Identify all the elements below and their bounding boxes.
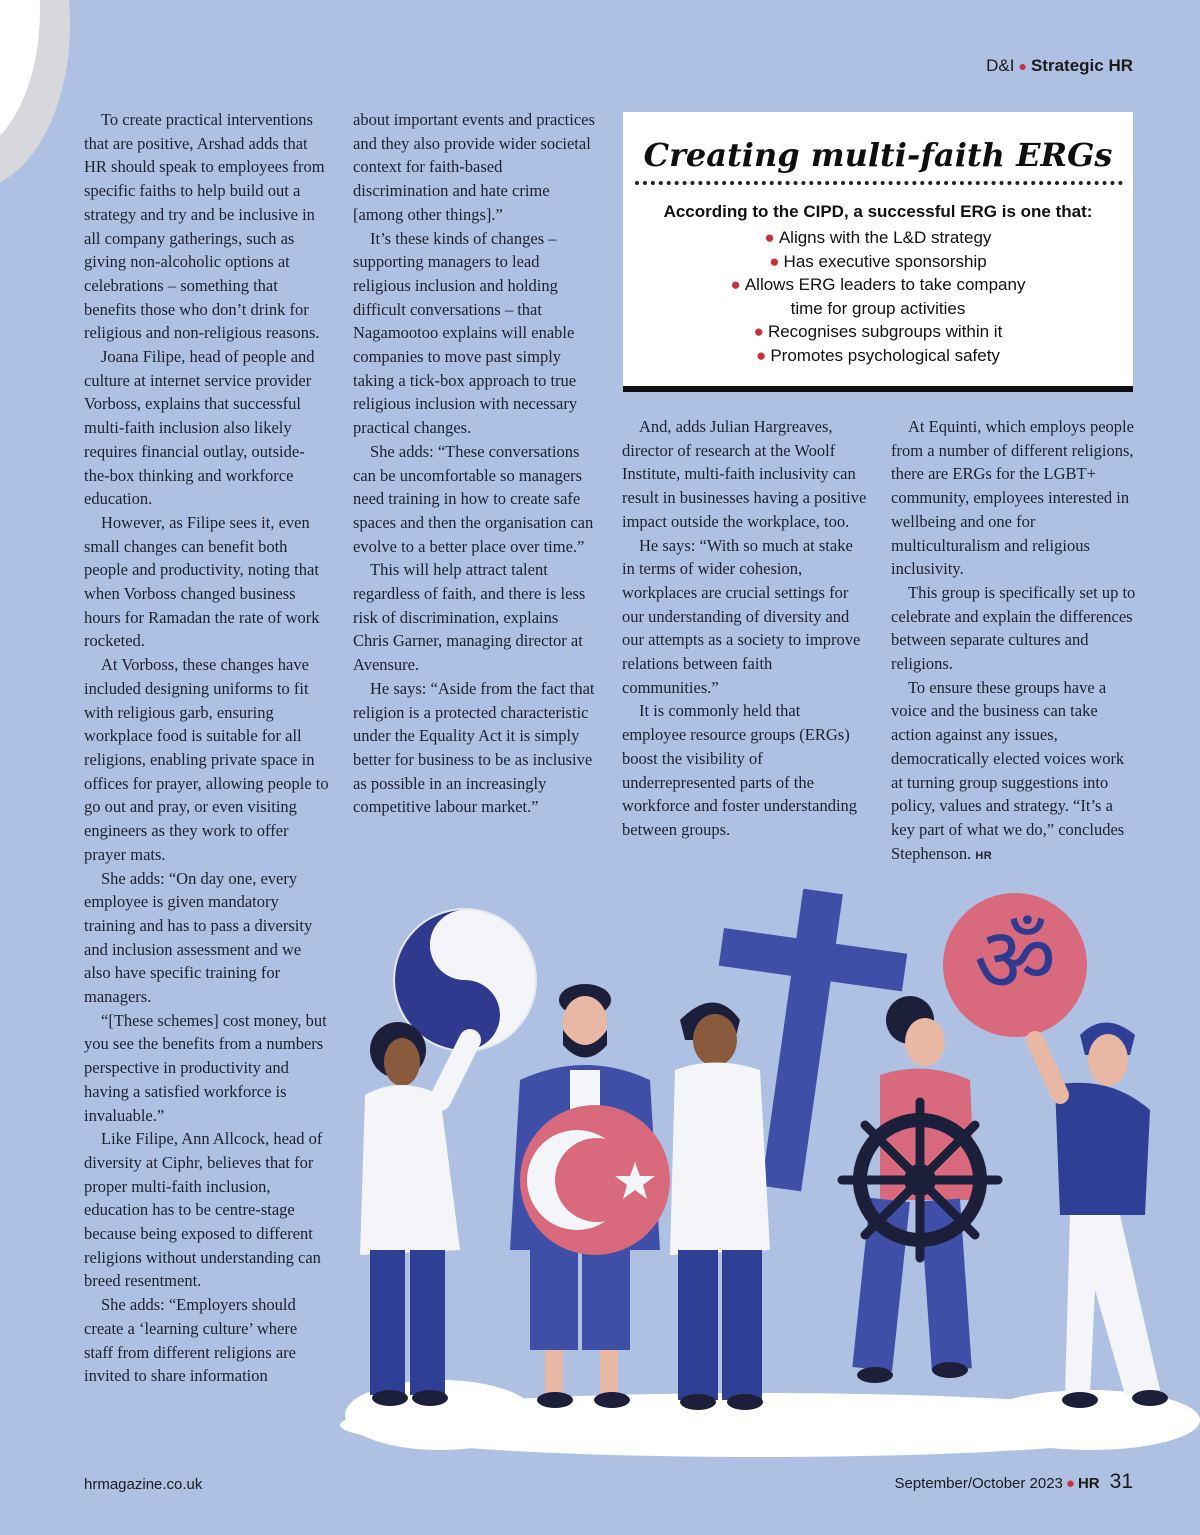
paragraph: To create practical interventions that are positive, Arshad adds that HR should speak to employees from specific faiths to help build out a strategy and try and be inclusive in all company gatherings, such as giving non-alcoholic options at celebrations – something that benefits those who don’t drink for religious and non-religious reasons. [84, 110, 325, 343]
paragraph: This group is specifically set up to celebrate and explain the differences between separate cultures and religions. [891, 582, 1136, 674]
paragraph: She adds: “These conversations can be uncomfortable so managers need training in how to create safe spaces and then the organisation can evolve to a better place over time.” [353, 441, 594, 556]
end-mark: HR [975, 849, 993, 862]
paragraph: It is commonly held that employee resource groups (ERGs) boost the visibility of underrepresented parts of the workforce and foster understanding between groups. [622, 701, 858, 839]
article-column-1 [84, 108, 329, 1388]
list-item-text: Promotes psychological safety [770, 345, 1000, 365]
paragraph: It’s these kinds of changes – supporting managers to lead religious inclusion and holding difficult conversations – that Nagamootoo explains will enable companies to move past simply taking a tick-box approach to true religious inclusion with necessary practical changes. [353, 228, 578, 438]
section-label: D&I [986, 56, 1015, 75]
bullet-dot: ● [730, 275, 741, 295]
paragraph: At Equinti, which employs people from a number of different religions, there are ERGs for the LGBT+ community, employees interested in wellbeing and one for multiculturalism and religious inclusivity. [891, 417, 1134, 579]
paragraph: He says: “With so much at stake in terms of wider cohesion, workplaces are crucial settings for our understanding of diversity and our attempts as a society to improve relations between faith communities.” [622, 535, 861, 697]
crescent-star-icon [520, 1105, 670, 1255]
paragraph: She adds: “On day one, every employee is given mandatory training and has to pass a diversity and inclusion assessment and we also have specific training for managers. [84, 868, 313, 1007]
paragraph: However, as Filipe sees it, even small changes can benefit both people and productivity, noting that when Vorboss changed business hours for Ramadan the rate of work rocketed. [84, 512, 320, 651]
bullet-dot: ● [756, 345, 767, 365]
paragraph: Like Filipe, Ann Allcock, head of diversity at Ciphr, believes that for proper multi-faith inclusion, education has to be centre-stage because being exposed to different religions without understanding can breed resentment. [84, 1129, 323, 1291]
issue-date: September/October 2023 [894, 1475, 1063, 1492]
list-item-text: Recognises subgroups within it [767, 322, 1003, 342]
article-column-4 [891, 415, 1136, 868]
person-figure [360, 1022, 470, 1406]
sidebar-list [623, 226, 1133, 368]
page-header [986, 56, 1133, 76]
paragraph: Joana Filipe, head of people and culture at internet service provider Vorboss, explains that successful multi-faith inclusion also likely requires financial outlay, outside-the-box thinking and workforce education. [84, 347, 315, 509]
paragraph: She adds: “Employers should create a ‘learning culture’ where staff from different religions are invited to share information [84, 1295, 298, 1386]
paragraph: He says: “Aside from the fact that religion is a protected characteristic under the Equality Act it is simply better for business to be as inclusive as possible in an increasingly competitive labour market.” [353, 678, 595, 817]
paragraph: At Vorboss, these changes have included designing uniforms to fit with religious garb, ensuring workplace food is suitable for all religions, enabling private space in offices for prayer, allowing people to go out and pray, or even visiting engineers as they work to offer prayer mats. [84, 655, 329, 864]
person-figure [670, 1003, 770, 1411]
sidebar-title: Creating multi-faith ERGs [643, 136, 1113, 174]
religious-symbols-illustration [330, 870, 1200, 1480]
paragraph-text: To ensure these groups have a voice and the business can take action against any issues, democratically elected voices work at turning group suggestions into policy, values and strategy. “It’s a key part of what we do,” concludes Stephenson. [891, 677, 1125, 863]
bullet-dot: ● [753, 322, 764, 342]
list-item-text: Allows ERG leaders to take company [744, 275, 1026, 295]
dotted-divider [635, 181, 1123, 185]
svg-text:ॐ: ॐ [973, 908, 1057, 1013]
list-item [623, 320, 1133, 344]
corner-decoration [0, 0, 70, 190]
list-item [623, 273, 1133, 297]
person-figure [1035, 1023, 1168, 1409]
brand-label: HR [1077, 1475, 1100, 1492]
article-column-2 [353, 108, 598, 819]
footer-issue [894, 1470, 1133, 1494]
sidebar-intro: According to the CIPD, a successful ERG is one that: [663, 202, 1093, 221]
category-label: Strategic HR [1030, 56, 1133, 75]
dharma-wheel-icon [842, 1102, 998, 1258]
paragraph: This will help attract talent regardless of faith, and there is less risk of discrimination, explains Chris Garner, managing director at Avensure. [353, 560, 586, 675]
om-icon [943, 893, 1087, 1037]
bullet-dot: ● [1065, 1475, 1075, 1492]
list-item-text: time for group activities [790, 298, 966, 318]
list-item [623, 344, 1133, 368]
page-number: 31 [1109, 1470, 1133, 1493]
list-item-continuation [623, 297, 1133, 321]
bullet-dot: ● [769, 251, 780, 271]
bullet-dot: ● [1018, 58, 1027, 74]
list-item [623, 226, 1133, 250]
list-item-text: Aligns with the L&D strategy [778, 228, 992, 247]
list-item-text: Has executive sponsorship [783, 251, 987, 271]
paragraph: about important events and practices and they also provide wider societal context for faith-based discrimination and hate crime [among other things].” [353, 110, 595, 224]
paragraph [891, 676, 1136, 869]
list-item [623, 250, 1133, 274]
article-column-3 [622, 415, 867, 842]
bullet-dot: ● [764, 228, 775, 247]
sidebar-box [623, 112, 1133, 392]
paragraph: “[These schemes] cost money, but you see the benefits from a numbers perspective in productivity and having a satisfied workforce is invaluable.” [84, 1010, 327, 1125]
paragraph: And, adds Julian Hargreaves, director of research at the Woolf Institute, multi-faith inclusivity can result in businesses having a positive impact outside the workplace, too. [622, 417, 867, 531]
footer-site: hrmagazine.co.uk [84, 1476, 203, 1493]
